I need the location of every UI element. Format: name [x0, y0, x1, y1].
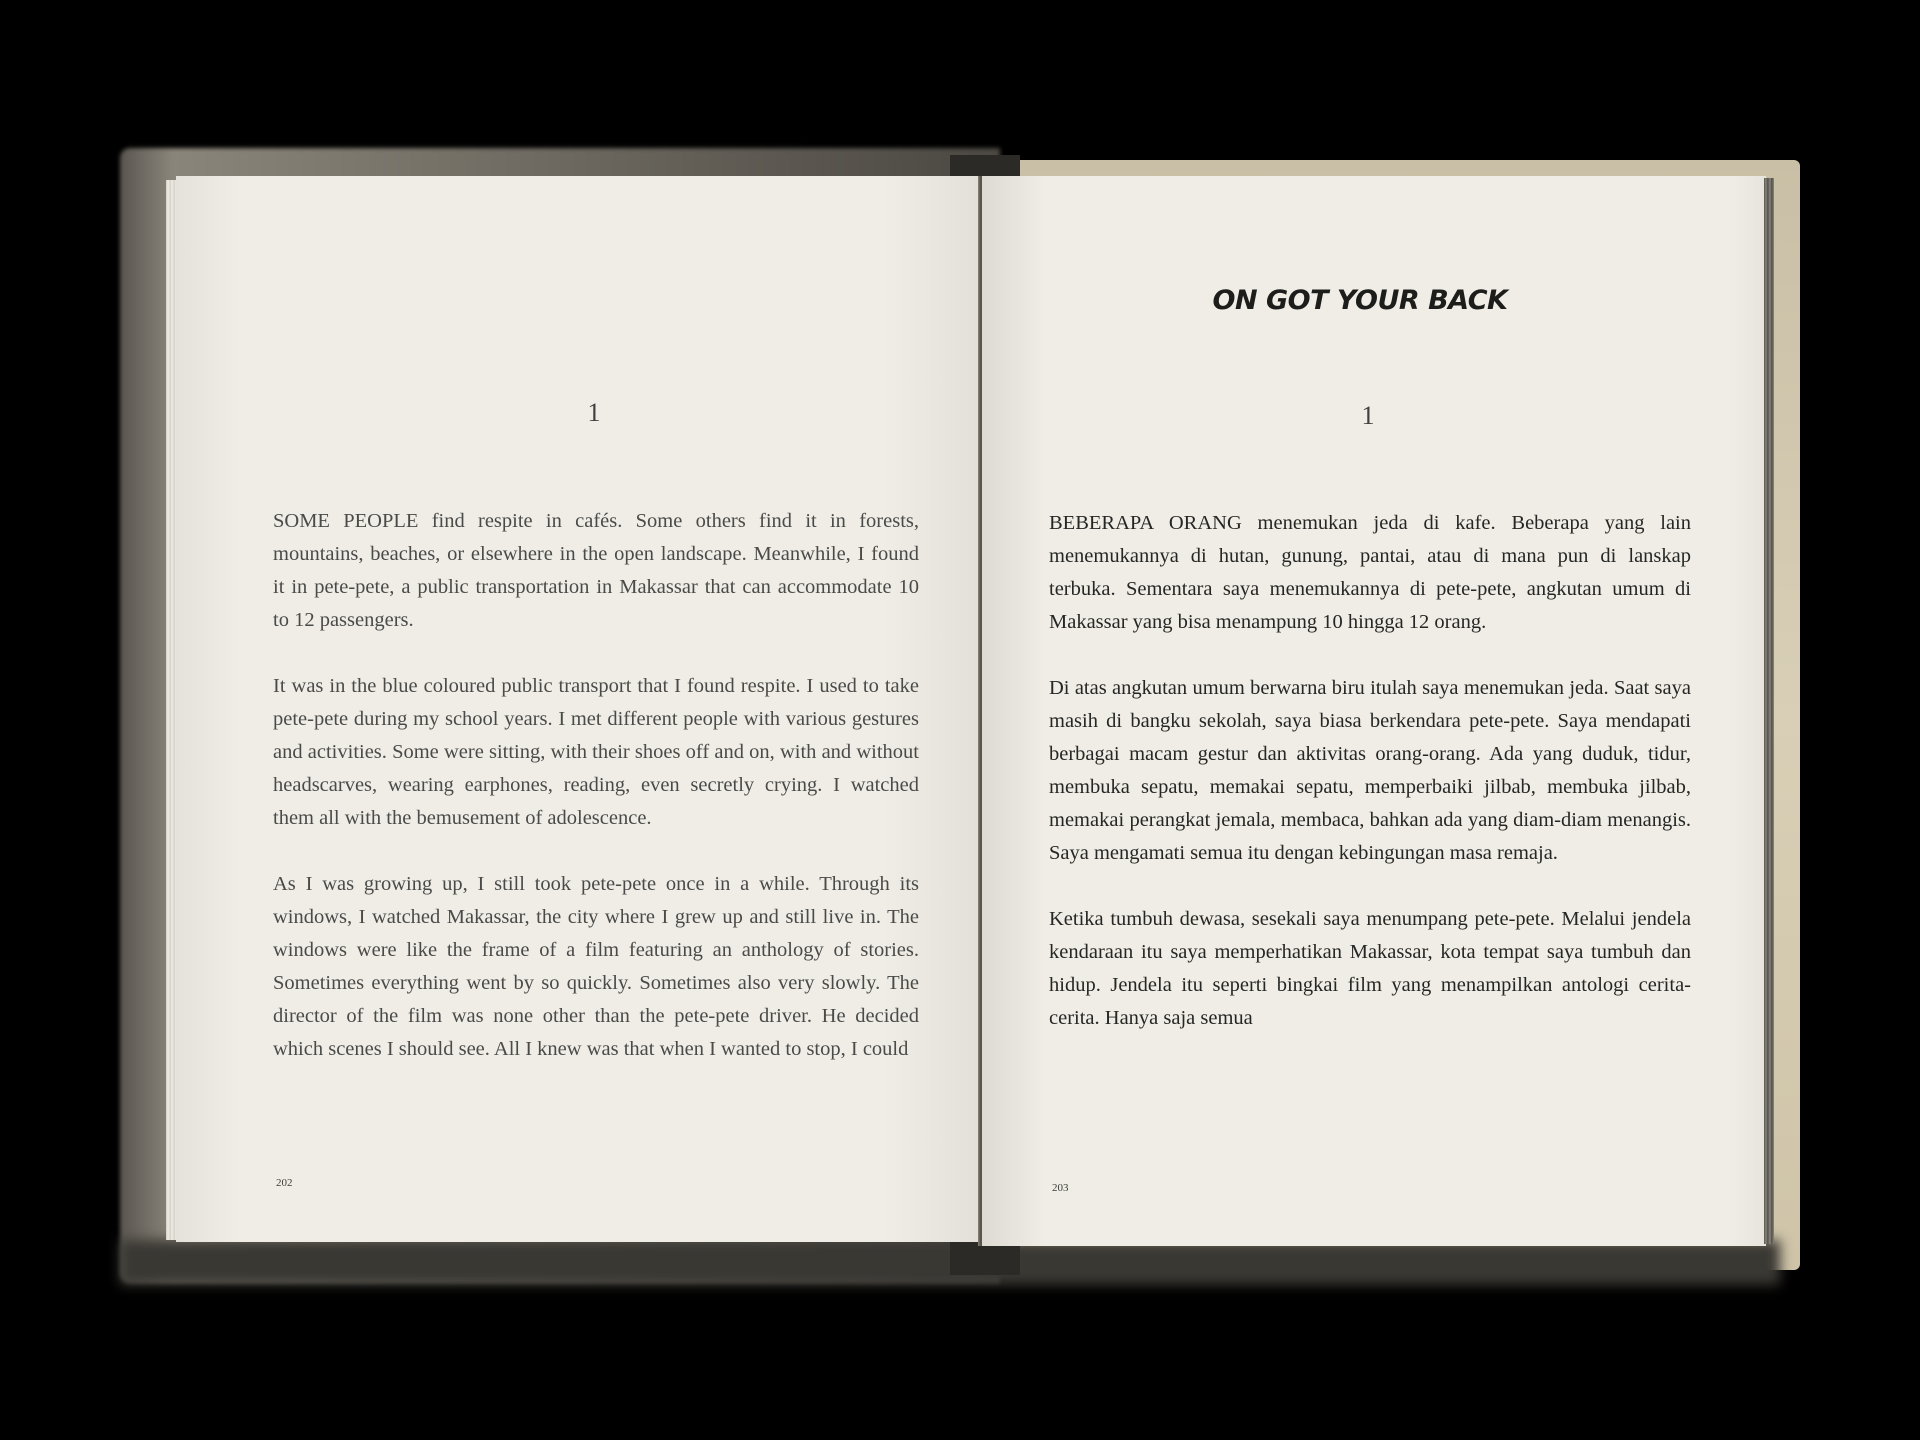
right-paragraph-1: BEBERAPA ORANG menemukan jeda di kafe. Beberapa yang lain menemukannya di hutan, gunung, pantai, atau di mana pun di lanskap terbuka. Sementara saya menemukannya di pete-pete, angkutan umum di Makassar yang bisa menampung 10 hingga 12 orang.	[1049, 512, 1691, 633]
right-chapter-number: 1	[1361, 401, 1375, 430]
right-body-text	[1049, 507, 1691, 1035]
left-paragraph-2: It was in the blue coloured public transport that I found respite. I used to take pete-pete during my school years. I met different people with various gestures and activities. Some were sitting, with their shoes off and on, with and without headscarves, wearing earphones, reading, even secretly crying. I watched them all with the bemusement of adolescence.	[273, 675, 919, 829]
left-body-text	[273, 505, 919, 1066]
page-edges-right	[1764, 178, 1774, 1244]
left-paragraph-1: SOME PEOPLE find respite in cafés. Some others find it in forests, mountains, beaches, or elsewhere in the open landscape. Meanwhile, I found it in pete-pete, a public transportation in Makassar that can accommodate 10 to 12 passengers.	[273, 510, 919, 631]
chapter-title: ON GOT YOUR BACK	[1212, 285, 1508, 316]
right-paragraph-3: Ketika tumbuh dewasa, sesekali saya menumpang pete-pete. Melalui jendela kendaraan itu saya memperhatikan Makassar, kota tempat saya tumbuh dan hidup. Jendela itu seperti bingkai film yang menampilkan antologi cerita-cerita. Hanya saja semua	[1049, 908, 1691, 1029]
left-paragraph-3: As I was growing up, I still took pete-pete once in a while. Through its windows, I watched Makassar, the city where I grew up and still live in. The windows were like the frame of a film featuring an anthology of stories. Sometimes everything went by so quickly. Sometimes also very slowly. The director of the film was none other than the pete-pete driver. He decided which scenes I should see. All I knew was that when I wanted to stop, I could	[273, 873, 919, 1060]
right-page-number: 203	[1052, 1182, 1069, 1194]
right-paragraph-2: Di atas angkutan umum berwarna biru itulah saya menemukan jeda. Saat saya masih di bangku sekolah, saya biasa berkendara pete-pete. Saya mendapati berbagai macam gestur dan aktivitas orang-orang. Ada yang duduk, tidur, membuka sepatu, memakai sepatu, memperbaiki jilbab, membuka jilbab, memakai perangkat jemala, membaca, bahkan ada yang diam-diam menangis. Saya mengamati semua itu dengan kebingungan masa remaja.	[1049, 677, 1691, 864]
left-page-number: 202	[276, 1177, 293, 1189]
left-chapter-number: 1	[587, 398, 601, 427]
